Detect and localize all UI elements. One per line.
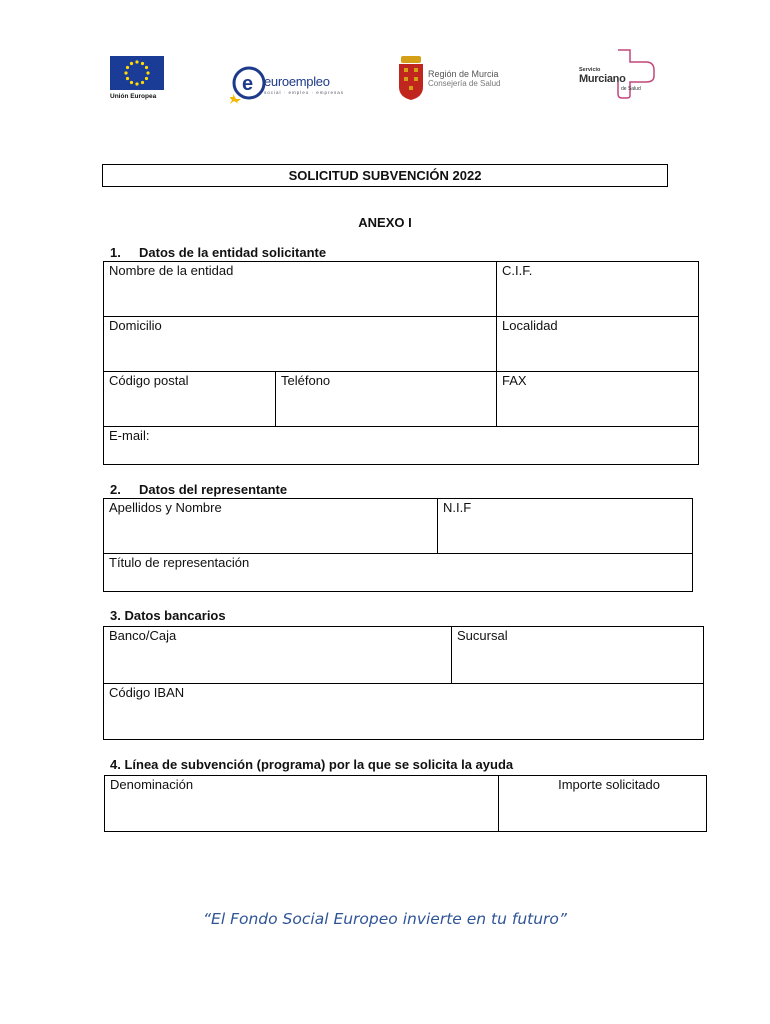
- section-2-number: 2.: [110, 482, 121, 497]
- annex-heading: ANEXO I: [358, 215, 412, 230]
- region-murcia-logo: [397, 55, 512, 101]
- section-4-title: 4. Línea de subvención (programa) por la que se solicita la ayuda: [110, 757, 514, 772]
- sms-text-3: de Salud: [621, 86, 641, 92]
- euroempleo-e-icon: [230, 66, 266, 104]
- murcia-text-1: Región de Murcia: [428, 69, 499, 79]
- eu-flag-icon: [110, 56, 164, 90]
- nif-field[interactable]: N.I.F: [438, 499, 693, 554]
- servicio-murciano-salud-logo: [574, 48, 658, 100]
- form-title: SOLICITUD SUBVENCIÓN 2022: [102, 164, 668, 187]
- sms-text-2: Murciano: [579, 73, 626, 85]
- murcia-shield-icon: [397, 55, 425, 101]
- eu-logo-text: Unión Europea: [110, 93, 157, 100]
- importe-solicitado-field[interactable]: Importe solicitado: [499, 776, 707, 832]
- section-1-number: 1.: [110, 245, 121, 260]
- section-1-title: [110, 245, 326, 260]
- denominacion-field[interactable]: Denominación: [105, 776, 499, 832]
- euroempleo-text: euroempleo: [264, 74, 330, 89]
- sucursal-field[interactable]: Sucursal: [452, 627, 704, 684]
- section-1-label: Datos de la entidad solicitante: [139, 245, 327, 260]
- footer-slogan: “El Fondo Social Europeo invierte en tu futuro”: [203, 910, 567, 928]
- banco-caja-field[interactable]: Banco/Caja: [104, 627, 452, 684]
- apellidos-nombre-field[interactable]: Apellidos y Nombre: [104, 499, 438, 554]
- cif-field[interactable]: C.I.F.: [497, 262, 699, 317]
- telefono-field[interactable]: Teléfono: [276, 372, 497, 427]
- codigo-iban-field[interactable]: Código IBAN: [104, 684, 704, 740]
- localidad-field[interactable]: Localidad: [497, 317, 699, 372]
- section-4-table: [104, 775, 707, 832]
- section-2-title: [110, 482, 287, 497]
- euroempleo-subtext: social · empleo · empresas: [264, 90, 345, 95]
- section-2-table: [103, 498, 693, 592]
- nombre-entidad-field[interactable]: Nombre de la entidad: [104, 262, 497, 317]
- eu-logo: [110, 56, 166, 100]
- email-field[interactable]: E-mail:: [104, 427, 699, 465]
- titulo-representacion-field[interactable]: Título de representación: [104, 554, 693, 592]
- euroempleo-logo: [230, 66, 350, 104]
- murcia-text-2: Consejería de Salud: [428, 79, 501, 88]
- section-2-label: Datos del representante: [139, 482, 288, 497]
- sms-text-1: Servicio: [579, 67, 601, 73]
- section-3-table: [103, 626, 704, 740]
- section-3-title: 3. Datos bancarios: [110, 608, 226, 623]
- svg-text:e: e: [242, 73, 254, 95]
- domicilio-field[interactable]: Domicilio: [104, 317, 497, 372]
- codigo-postal-field[interactable]: Código postal: [104, 372, 276, 427]
- fax-field[interactable]: FAX: [497, 372, 699, 427]
- section-1-table: [103, 261, 699, 465]
